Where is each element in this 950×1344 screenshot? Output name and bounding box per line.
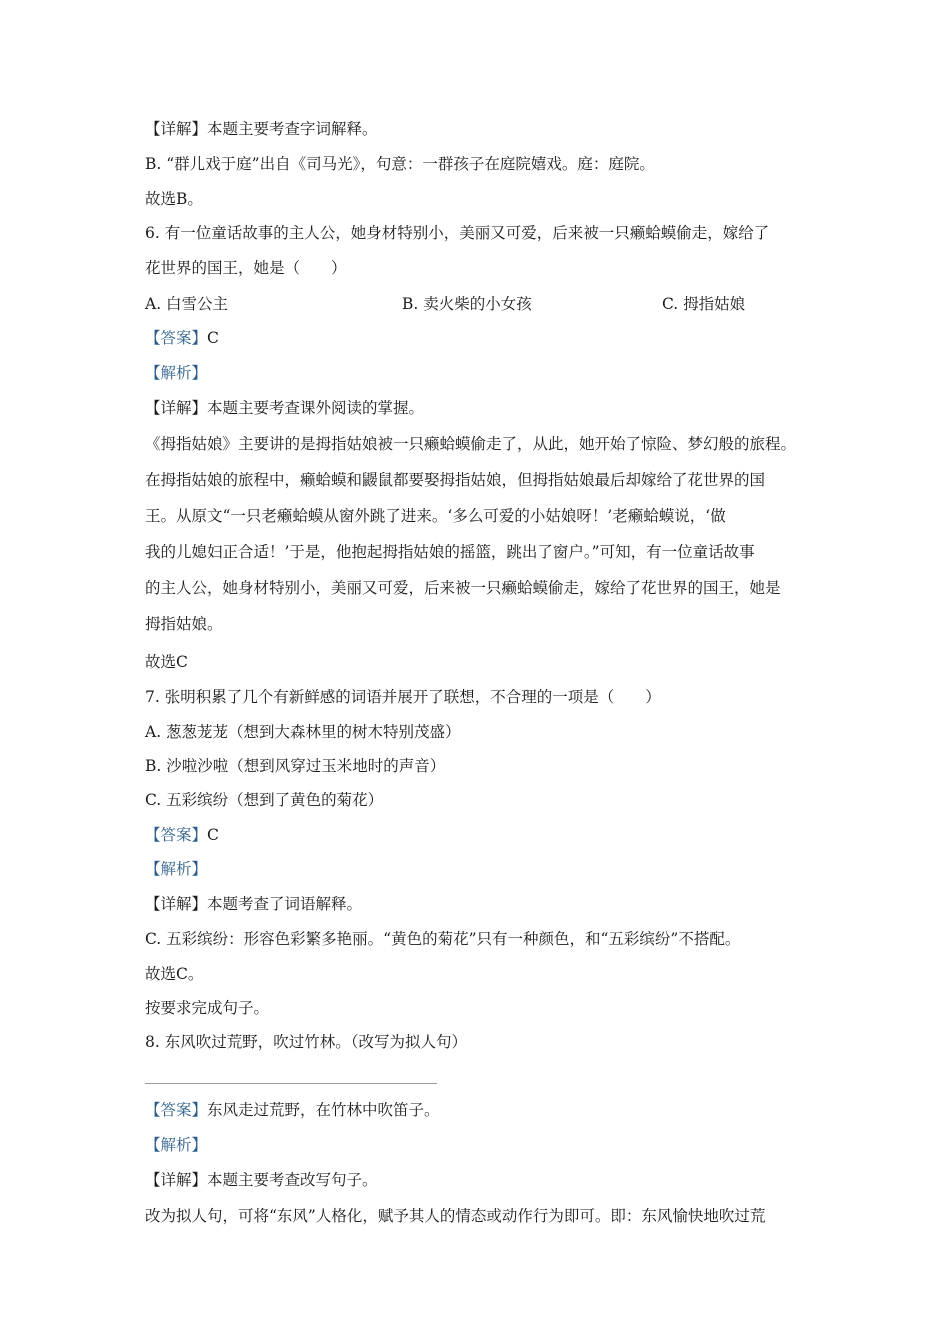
explanation-line: B. “群儿戏于庭”出自《司马光》，句意：一群孩子在庭院嬉戏。庭：庭院。: [145, 155, 655, 173]
paragraph-line: 改为拟人句，可将“东风”人格化，赋予其人的情态或动作行为即可。即：东风愉快地吹过荒: [145, 1207, 766, 1225]
answer-blank-line: [145, 1083, 437, 1084]
paragraph-line: 的主人公，她身材特别小，美丽又可爱，后来被一只癞蛤蟆偷走，嫁给了花世界的国王，她是: [145, 579, 781, 597]
option-b: B. 沙啦沙啦（想到风穿过玉米地时的声音）: [145, 757, 446, 775]
question-6-line-2: 花世界的国王，她是（ ）: [145, 259, 347, 277]
question-7-line: 7. 张明积累了几个有新鲜感的词语并展开了联想，不合理的一项是（ ）: [145, 688, 661, 706]
option-c: C. 拇指姑娘: [662, 295, 746, 313]
answer-tag: 【答案】: [145, 329, 208, 347]
option-b: B. 卖火柴的小女孩: [402, 295, 532, 313]
explanation-line: 【详解】本题主要考查字词解释。: [145, 120, 378, 138]
paragraph-line: 拇指姑娘。: [145, 615, 223, 633]
explanation-line: 【详解】本题主要考查课外阅读的掌握。: [145, 399, 425, 417]
paragraph-line: 我的儿媳妇正合适！’于是，他抱起拇指姑娘的摇篮，跳出了窗户。”可知，有一位童话故事: [145, 543, 755, 561]
question-6-line-1: 6. 有一位童话故事的主人公，她身材特别小，美丽又可爱，后来被一只癞蛤蟆偷走，嫁给了: [145, 224, 770, 242]
analysis-tag: 【解析】: [145, 860, 208, 878]
paragraph-line: 在拇指姑娘的旅程中，癞蛤蟆和鼹鼠都要娶拇指姑娘，但拇指姑娘最后却嫁给了花世界的国: [145, 471, 766, 489]
answer-line: [145, 328, 815, 348]
paragraph-line: 《拇指姑娘》主要讲的是拇指姑娘被一只癞蛤蟆偷走了，从此，她开始了惊险、梦幻般的旅程。: [145, 435, 797, 453]
analysis-line: [145, 1135, 815, 1155]
answer-value: C: [207, 329, 219, 347]
answer-line: [145, 1100, 815, 1120]
paragraph-line: C. 五彩缤纷：形容色彩繁多艳丽。“黄色的菊花”只有一种颜色，和“五彩缤纷”不搭配。: [145, 930, 741, 948]
answer-tag: 【答案】: [145, 1101, 208, 1119]
analysis-tag: 【解析】: [145, 1136, 208, 1154]
analysis-tag: 【解析】: [145, 364, 208, 382]
conclusion-line: 故选C。: [145, 965, 204, 983]
option-a: A. 白雪公主: [145, 295, 229, 313]
answer-value: C: [207, 826, 219, 844]
answer-value: 东风走过荒野，在竹林中吹笛子。: [207, 1101, 440, 1119]
option-c: C. 五彩缤纷（想到了黄色的菊花）: [145, 791, 384, 809]
explanation-line: 【详解】本题考查了词语解释。: [145, 895, 363, 913]
conclusion-line: 故选B。: [145, 190, 203, 208]
option-a: A. 葱葱茏茏（想到大森林里的树木特别茂盛）: [145, 723, 461, 741]
analysis-line: [145, 363, 815, 383]
section-instruction: 按要求完成句子。: [145, 999, 270, 1017]
answer-line: [145, 825, 815, 845]
conclusion-line: 故选C: [145, 653, 188, 671]
explanation-line: 【详解】本题主要考查改写句子。: [145, 1171, 378, 1189]
paragraph-line: 王。从原文“一只老癞蛤蟆从窗外跳了进来。‘多么可爱的小姑娘呀！’老癞蛤蟆说，‘做: [145, 507, 726, 525]
analysis-line: [145, 859, 815, 879]
question-8-line: 8. 东风吹过荒野，吹过竹林。（改写为拟人句）: [145, 1033, 467, 1051]
answer-tag: 【答案】: [145, 826, 208, 844]
